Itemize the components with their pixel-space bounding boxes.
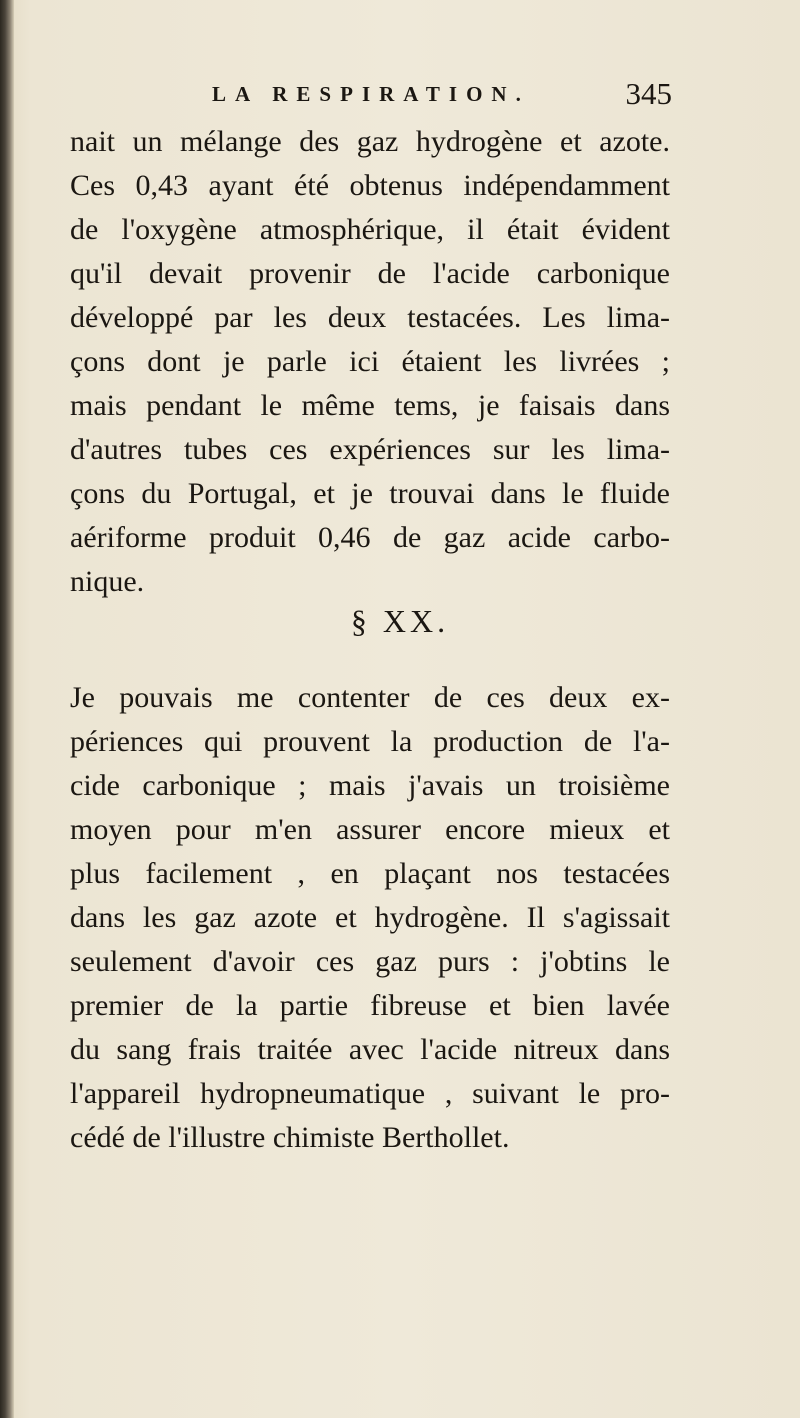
text-line: dans les gaz azote et hydrogène. Il s'agissait xyxy=(70,901,670,934)
page-header xyxy=(212,76,672,116)
page-binding-edge xyxy=(0,0,14,1418)
text-line: nait un mélange des gaz hydrogène et azote. xyxy=(70,125,670,158)
text-line: nique. xyxy=(70,565,145,598)
paragraph-1 xyxy=(70,120,670,604)
paragraph-2 xyxy=(70,676,670,1160)
text-line: l'appareil hydropneumatique , suivant le pro- xyxy=(70,1077,670,1110)
text-line: aériforme produit 0,46 de gaz acide carbo- xyxy=(70,521,670,554)
text-line: mais pendant le même tems, je faisais dans xyxy=(70,389,670,422)
page-number: 345 xyxy=(625,76,672,111)
text-line: périences qui prouvent la production de l'a- xyxy=(70,725,670,758)
text-line: Ces 0,43 ayant été obtenus indépendamment xyxy=(70,169,670,202)
text-line: seulement d'avoir ces gaz purs : j'obtins le xyxy=(70,945,670,978)
text-line: premier de la partie fibreuse et bien lavée xyxy=(70,989,670,1022)
text-line: du sang frais traitée avec l'acide nitreux dans xyxy=(70,1033,670,1066)
running-title: LA RESPIRATION. xyxy=(212,82,530,106)
text-line: de l'oxygène atmosphérique, il était évident xyxy=(70,213,670,246)
section-heading: § XX. xyxy=(350,603,450,639)
text-line: d'autres tubes ces expériences sur les lima- xyxy=(70,433,670,466)
text-line: moyen pour m'en assurer encore mieux et xyxy=(70,813,670,846)
text-line: Je pouvais me contenter de ces deux ex- xyxy=(70,681,670,714)
text-line: cédé de l'illustre chimiste Berthollet. xyxy=(70,1121,510,1154)
text-line: çons dont je parle ici étaient les livrées ; xyxy=(70,345,670,378)
text-line: qu'il devait provenir de l'acide carbonique xyxy=(70,257,670,290)
text-line: développé par les deux testacées. Les lima- xyxy=(70,301,670,334)
text-line: cide carbonique ; mais j'avais un troisième xyxy=(70,769,670,802)
text-line: çons du Portugal, et je trouvai dans le fluide xyxy=(70,477,670,510)
text-line: plus facilement , en plaçant nos testacées xyxy=(70,857,670,890)
